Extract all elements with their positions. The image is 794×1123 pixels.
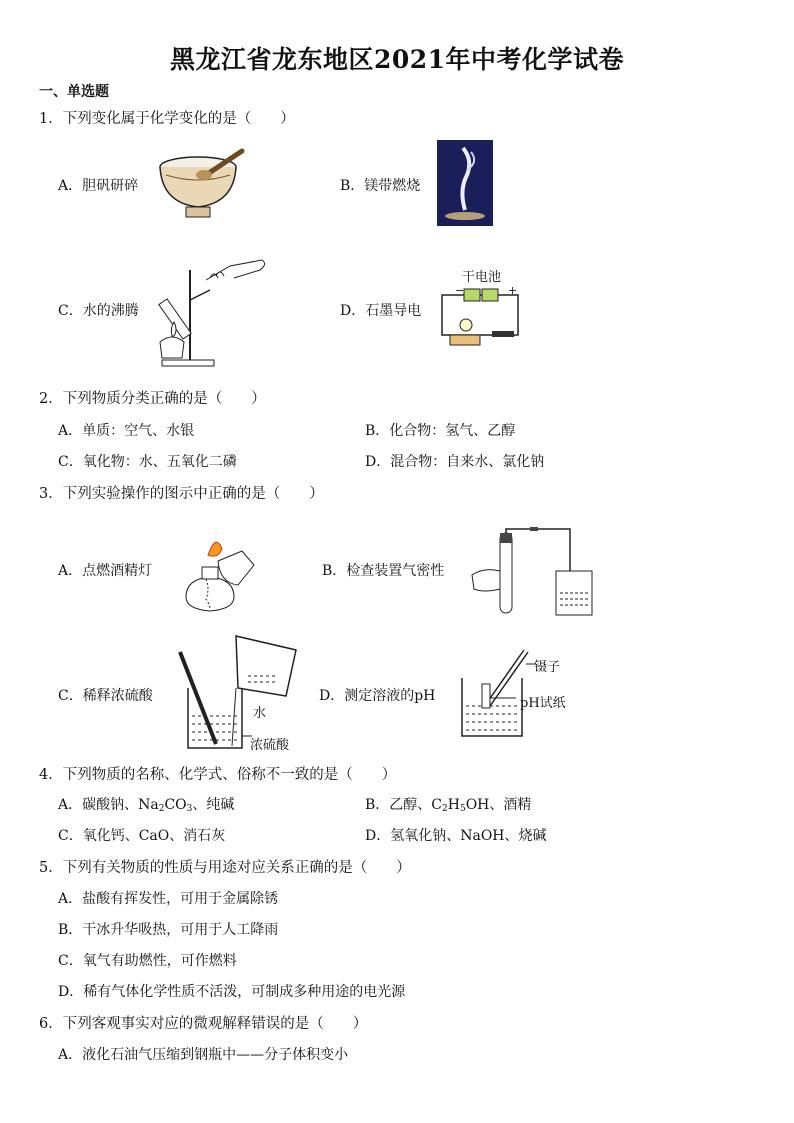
q2-option-d: D．混合物：自来水、氯化钠 bbox=[365, 454, 545, 470]
q3-option-a: A．点燃酒精灯 bbox=[58, 563, 153, 579]
q5-option-c: C．氧气有助燃性，可作燃料 bbox=[58, 953, 237, 969]
q5-option-a: A．盐酸有挥发性，可用于金属除锈 bbox=[58, 891, 279, 907]
q5-stem: 5．下列有关物质的性质与用途对应关系正确的是（ ） bbox=[39, 860, 411, 876]
q4-option-a: A．碳酸钠、$Na_2CO_3$、纯碱 bbox=[58, 797, 235, 814]
q4-option-c: C．氧化钙、CaO、消石灰 bbox=[58, 828, 226, 844]
q1-option-d: D．石墨导电 bbox=[340, 303, 422, 319]
q4-option-b: B．乙醇、$C_2H_5OH$、酒精 bbox=[365, 797, 532, 814]
q2-option-b: B．化合物：氢气、乙醇 bbox=[365, 423, 516, 439]
q1-stem: 1．下列变化属于化学变化的是（ ） bbox=[39, 111, 295, 127]
tweezers-label: 镊子 bbox=[534, 660, 561, 675]
mortar-image bbox=[158, 145, 248, 225]
battery-minus-label: − bbox=[455, 284, 465, 297]
battery-plus-label: + bbox=[508, 284, 518, 297]
page-title: 黑龙江省龙东地区2021年中考化学试卷 bbox=[169, 45, 625, 74]
q3-option-b: B．检查装置气密性 bbox=[322, 563, 445, 579]
q2-option-a: A．单质：空气、水银 bbox=[58, 423, 195, 439]
q3-stem: 3．下列实验操作的图示中正确的是（ ） bbox=[39, 486, 324, 502]
q3-option-c: C．稀释浓硫酸 bbox=[58, 688, 153, 704]
q1-option-c: C．水的沸腾 bbox=[58, 303, 139, 319]
q4-option-d: D．氢氧化钠、NaOH、烧碱 bbox=[365, 828, 547, 844]
graphite-circuit-image bbox=[440, 285, 520, 355]
concentrated-acid-label: 浓硫酸 bbox=[250, 738, 290, 753]
ph-paper-label: pH试纸 bbox=[520, 696, 566, 711]
q1-option-b: B．镁带燃烧 bbox=[340, 178, 421, 194]
airtightness-check-image bbox=[470, 527, 595, 619]
battery-label: 干电池 bbox=[462, 270, 502, 285]
q5-option-b: B．干冰升华吸热，可用于人工降雨 bbox=[58, 922, 279, 938]
magnesium-burning-image bbox=[437, 140, 493, 226]
q3-option-d: D．测定溶液的pH bbox=[319, 688, 436, 704]
alcohol-lamp-image bbox=[178, 525, 268, 615]
q1-option-a: A．胆矾研碎 bbox=[58, 178, 139, 194]
water-label: 水 bbox=[253, 706, 267, 721]
q2-option-c: C．氧化物：水、五氧化二磷 bbox=[58, 454, 237, 470]
q6-option-a: A．液化石油气压缩到钢瓶中——分子体积变小 bbox=[58, 1047, 349, 1063]
q5-option-d: D．稀有气体化学性质不活泼，可制成多种用途的电光源 bbox=[58, 984, 406, 1000]
q4-stem: 4．下列物质的名称、化学式、俗称不一致的是（ ） bbox=[39, 767, 397, 783]
section-heading: 一、单选题 bbox=[39, 84, 109, 100]
q6-stem: 6．下列客观事实对应的微观解释错误的是（ ） bbox=[39, 1016, 368, 1032]
boiling-water-image bbox=[150, 250, 270, 370]
q2-stem: 2．下列物质分类正确的是（ ） bbox=[39, 391, 266, 407]
